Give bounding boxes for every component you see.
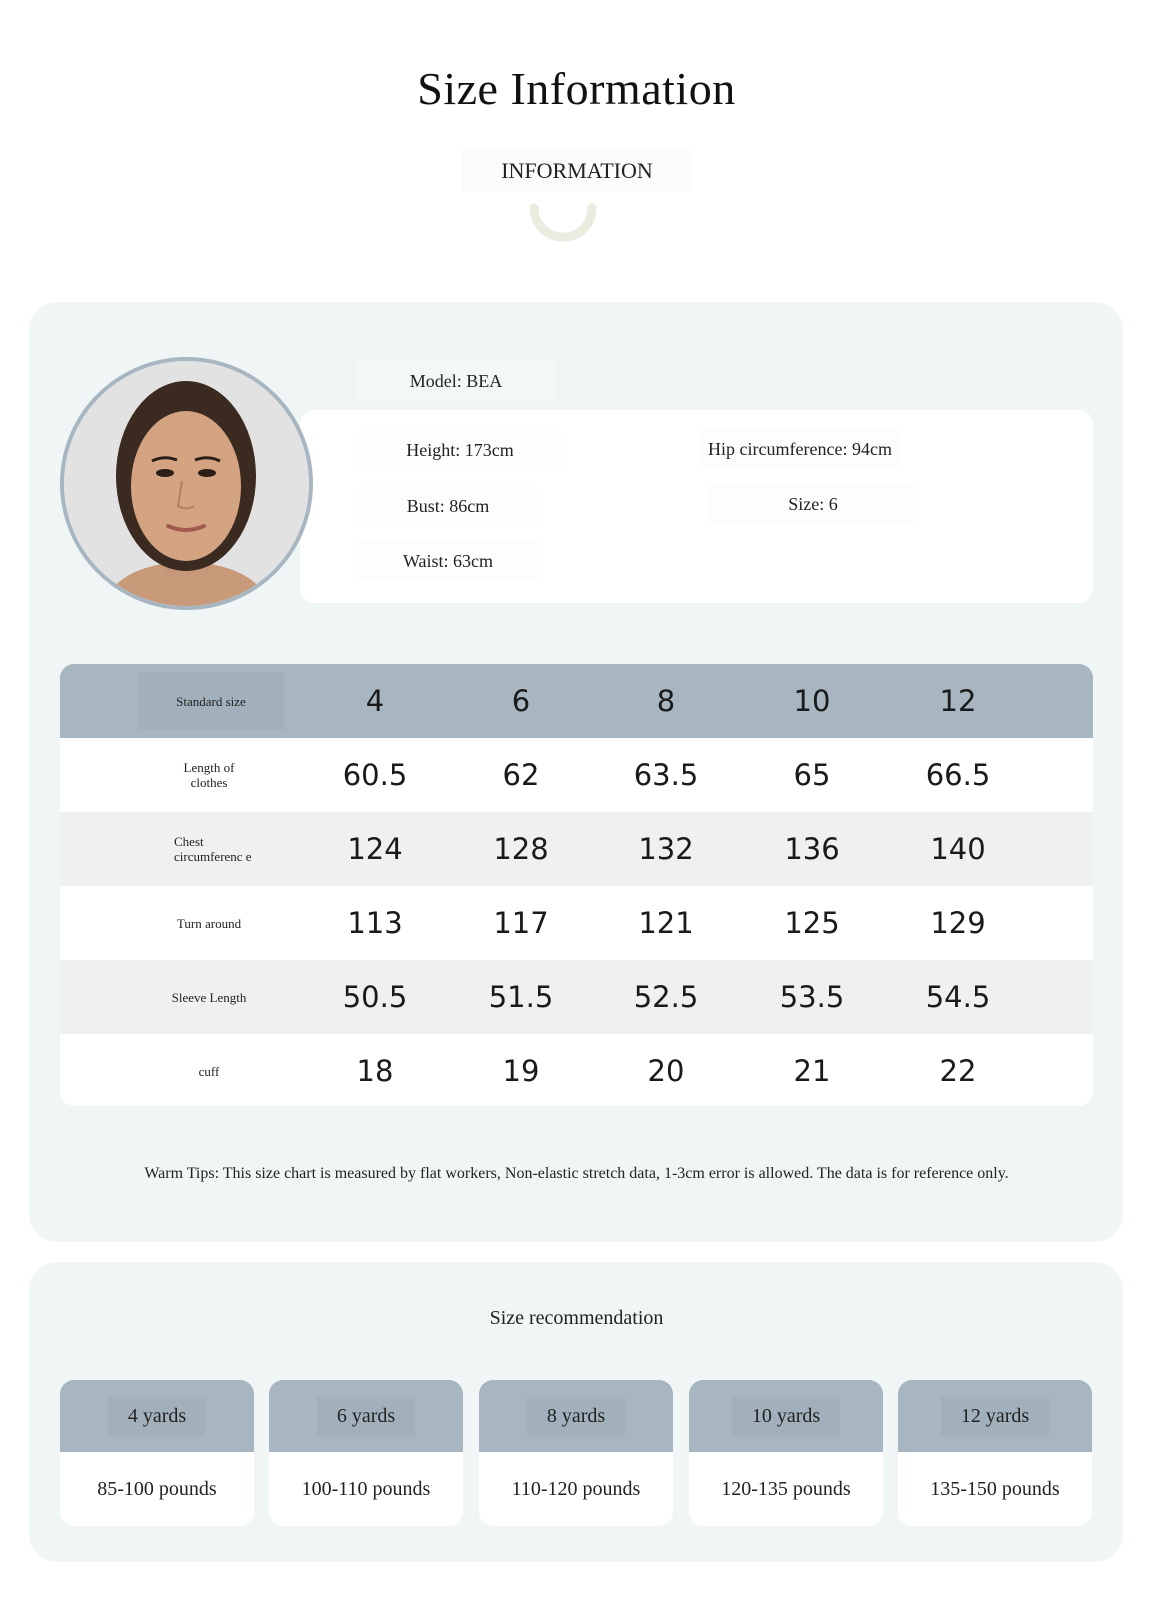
table-cell: 140 — [930, 832, 986, 866]
model-size: Size: 6 — [708, 484, 918, 524]
model-waist: Waist: 63cm — [358, 541, 538, 581]
recommendation-weight: 120-135 pounds — [721, 1478, 851, 1500]
row-label: Sleeve Length — [171, 989, 247, 1005]
model-photo — [60, 357, 313, 610]
table-cell: 19 — [502, 1054, 540, 1088]
recommendation-card — [479, 1380, 673, 1526]
recommendation-weight: 85-100 pounds — [97, 1478, 217, 1500]
recommendation-weight: 110-120 pounds — [511, 1478, 641, 1500]
recommendation-size: 6 yards — [317, 1397, 415, 1436]
recommendation-card — [689, 1380, 883, 1526]
table-cell: 125 — [784, 906, 840, 940]
recommendation-size: 8 yards — [527, 1397, 625, 1436]
size-column-header: 8 — [656, 684, 676, 718]
table-row — [60, 1034, 1093, 1106]
recommendation-card — [60, 1380, 254, 1526]
table-cell: 128 — [493, 832, 549, 866]
recommendation-size: 4 yards — [108, 1397, 206, 1436]
recommendation-card — [898, 1380, 1092, 1526]
size-column-header: 12 — [939, 684, 977, 718]
table-cell: 65 — [793, 758, 831, 792]
table-cell: 52.5 — [633, 980, 699, 1014]
size-column-header: 6 — [511, 684, 531, 718]
table-cell: 63.5 — [633, 758, 699, 792]
table-cell: 18 — [356, 1054, 394, 1088]
model-bust: Bust: 86cm — [358, 486, 538, 526]
table-cell: 60.5 — [342, 758, 408, 792]
model-height: Height: 173cm — [358, 430, 562, 470]
recommendation-weight: 100-110 pounds — [301, 1478, 431, 1500]
row-label: Length of clothes — [183, 760, 235, 790]
recommendation-weight: 135-150 pounds — [930, 1478, 1060, 1500]
row-label: Turn around — [176, 915, 242, 931]
table-row — [60, 886, 1093, 960]
table-cell: 22 — [939, 1054, 977, 1088]
page-title: Size Information — [417, 63, 736, 114]
size-chart-table — [60, 664, 1093, 1106]
table-cell: 53.5 — [779, 980, 845, 1014]
table-cell: 124 — [347, 832, 403, 866]
table-cell: 51.5 — [488, 980, 554, 1014]
recommendation-size: 10 yards — [732, 1397, 840, 1436]
size-column-header: 10 — [793, 684, 831, 718]
table-cell: 129 — [930, 906, 986, 940]
table-cell: 62 — [502, 758, 540, 792]
recommendation-size: 12 yards — [941, 1397, 1049, 1436]
table-cell: 136 — [784, 832, 840, 866]
size-header-row — [60, 664, 1093, 738]
header-label: Standard size — [138, 672, 284, 730]
table-row — [60, 960, 1093, 1034]
recommendation-card — [269, 1380, 463, 1526]
model-hip: Hip circumference: 94cm — [700, 429, 900, 469]
table-cell: 20 — [647, 1054, 685, 1088]
table-cell: 66.5 — [925, 758, 991, 792]
row-label: Chest circumferenc e — [174, 834, 252, 864]
smile-decoration-icon — [528, 200, 598, 250]
table-cell: 21 — [793, 1054, 831, 1088]
table-row — [60, 738, 1093, 812]
table-cell: 50.5 — [342, 980, 408, 1014]
table-cell: 132 — [638, 832, 694, 866]
table-row — [60, 812, 1093, 886]
size-column-header: 4 — [365, 684, 385, 718]
model-face-icon — [64, 361, 309, 606]
warm-tips-note: Warm Tips: This size chart is measured by flat workers, Non-elastic stretch data, 1-3cm error is allowed. The data is for reference only. — [144, 1165, 1009, 1182]
table-cell: 121 — [638, 906, 694, 940]
table-cell: 54.5 — [925, 980, 991, 1014]
section-subtitle: INFORMATION — [462, 150, 692, 192]
recommendation-title: Size recommendation — [489, 1307, 664, 1329]
row-label: cuff — [198, 1063, 220, 1079]
model-name: Model: BEA — [356, 360, 556, 402]
table-cell: 117 — [493, 906, 549, 940]
table-cell: 113 — [347, 906, 403, 940]
